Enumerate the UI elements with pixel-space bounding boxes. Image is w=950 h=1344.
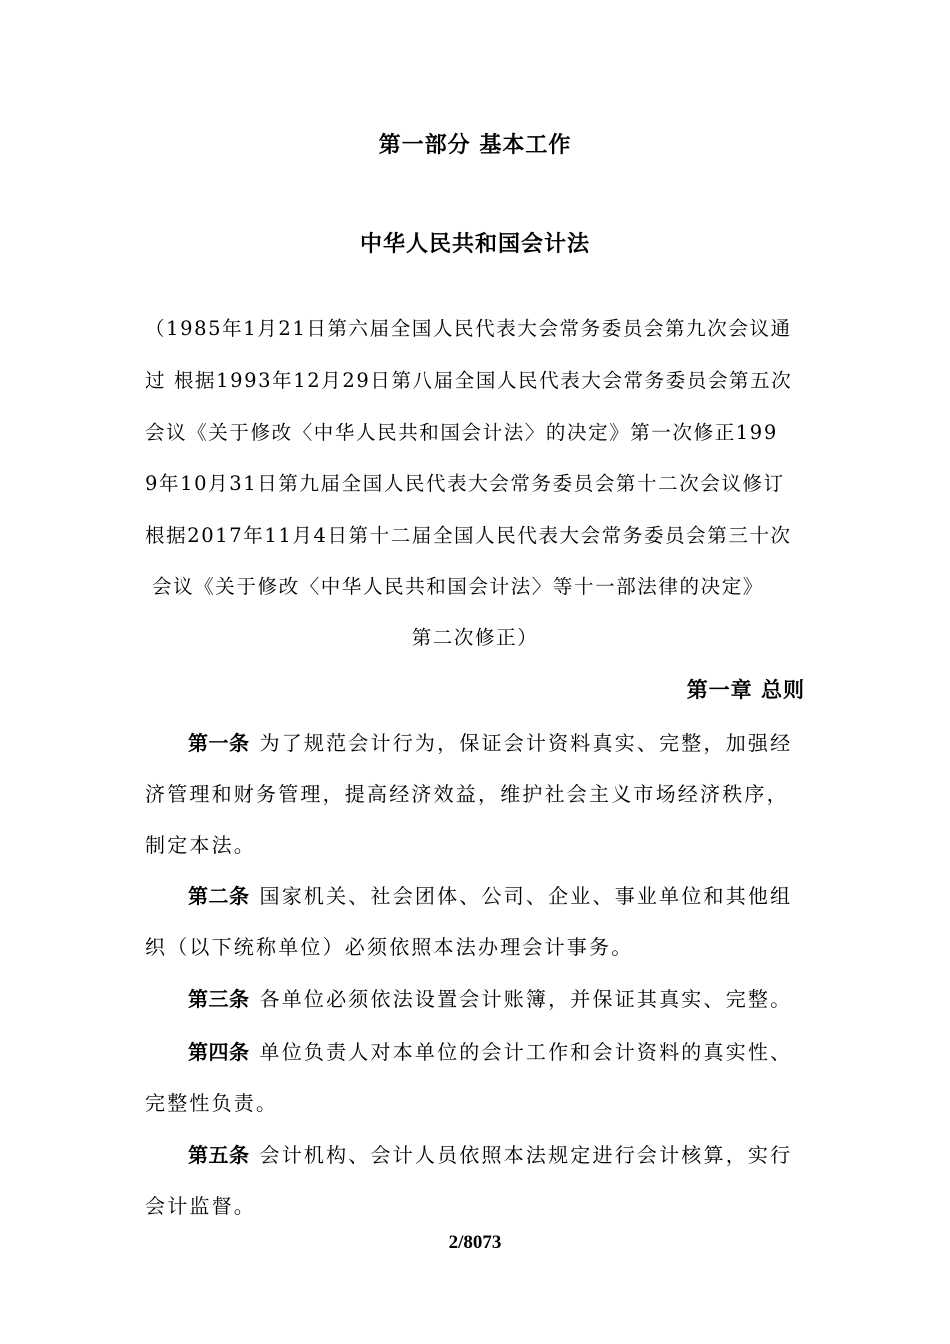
article-text: 济管理和财务管理，提高经济效益，维护社会主义市场经济秩序，: [145, 782, 789, 806]
article-label: 第五条: [188, 1143, 250, 1167]
article-text: 为了规范会计行为，保证会计资料真实、完整，加强经: [259, 731, 793, 755]
article-text: 完整性负责。: [145, 1091, 279, 1115]
article-4: [188, 1036, 853, 1065]
article-label: 第二条: [188, 884, 250, 908]
article-2: [188, 880, 853, 909]
article-label: 第四条: [188, 1040, 250, 1064]
article-5: [188, 1139, 853, 1168]
page-number: 2/8073: [448, 1232, 502, 1253]
preamble-line: （1985年1月21日第六届全国人民代表大会常务委员会第九次会议通: [145, 317, 792, 340]
preamble-line: 会议《关于修改〈中华人民共和国会计法〉的决定》第一次修正199: [145, 421, 778, 444]
chapter-title: 第一章 总则: [686, 677, 805, 702]
article-1: [188, 727, 853, 756]
preamble-line: 第二次修正）: [411, 626, 539, 649]
law-title: 中华人民共和国会计法: [359, 231, 590, 257]
article-text: 制定本法。: [145, 833, 256, 857]
preamble-line: 过 根据1993年12月29日第八届全国人民代表大会常务委员会第五次: [145, 369, 793, 392]
article-label: 第三条: [188, 987, 250, 1011]
article-text: 各单位必须依法设置会计账簿，并保证其真实、完整。: [259, 987, 793, 1011]
article-text: 国家机关、社会团体、公司、企业、事业单位和其他组: [259, 884, 793, 908]
preamble-line: 9年10月31日第九届全国人民代表大会常务委员会第十二次会议修订: [145, 472, 785, 495]
part-title: 第一部分 基本工作: [378, 132, 572, 158]
article-text: 织（以下统称单位）必须依照本法办理会计事务。: [145, 935, 634, 959]
article-text: 单位负责人对本单位的会计工作和会计资料的真实性、: [259, 1040, 793, 1064]
preamble-line: 会议《关于修改〈中华人民共和国会计法〉等十一部法律的决定》: [152, 575, 764, 598]
article-label: 第一条: [188, 731, 250, 755]
article-text: 会计监督。: [145, 1194, 256, 1218]
article-3: [188, 983, 853, 1012]
article-text: 会计机构、会计人员依照本法规定进行会计核算，实行: [259, 1143, 793, 1167]
preamble-line: 根据2017年11月4日第十二届全国人民代表大会常务委员会第三十次: [145, 524, 792, 547]
